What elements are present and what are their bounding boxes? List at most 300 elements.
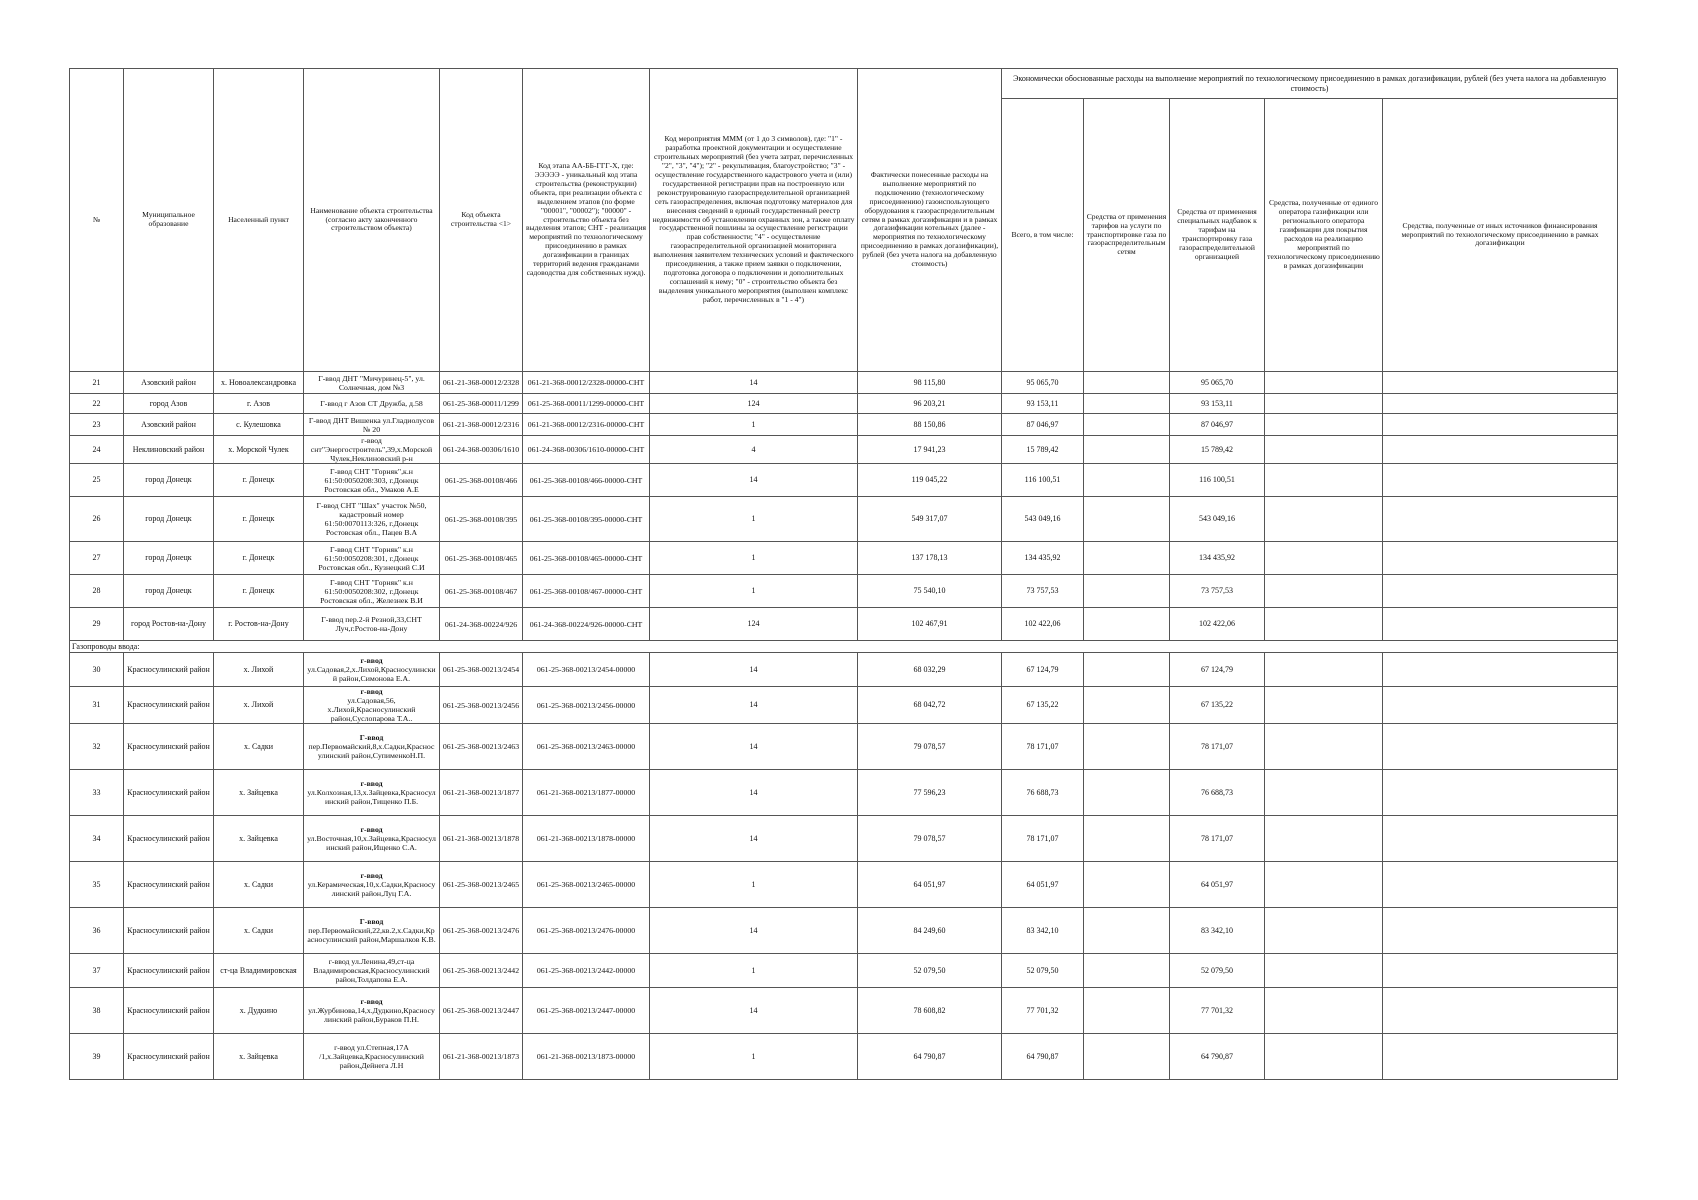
locality-cell: г. Донецк xyxy=(214,497,304,542)
stage-code-cell: 061-25-368-00108/467-00000-СНТ xyxy=(523,575,650,608)
total-cell: 83 342,10 xyxy=(1002,908,1084,954)
stage-code-cell: 061-21-368-00213/1878-00000 xyxy=(523,816,650,862)
object-name-cell xyxy=(304,414,440,436)
col-header-total: Всего, в том числе: xyxy=(1002,99,1084,372)
special-markup-funds-cell: 64 790,87 xyxy=(1170,1034,1265,1080)
table-row xyxy=(70,575,1618,608)
object-name-text: г-ввод ул.Ленина,49,ст-ца Владимировская,Красносулинский район,Толдапова Е.А. xyxy=(313,957,430,984)
stage-code-cell: 061-25-368-00011/1299-00000-СНТ xyxy=(523,394,650,414)
other-funds-cell xyxy=(1383,542,1618,575)
special-markup-funds-cell: 15 789,42 xyxy=(1170,436,1265,464)
object-name-text: Г-ввод СНТ "Горняк",к.н 61:50:0050208:303, г.Донецк Ростовская обл., Умаков А.Е xyxy=(324,466,419,494)
object-name-cell xyxy=(304,542,440,575)
tariff-funds-cell xyxy=(1084,1034,1170,1080)
operator-funds-cell xyxy=(1265,575,1383,608)
operator-funds-cell xyxy=(1265,862,1383,908)
object-name-cell xyxy=(304,608,440,641)
activity-code-cell: 1 xyxy=(650,414,858,436)
other-funds-cell xyxy=(1383,653,1618,687)
object-code-cell: 061-25-368-00213/2476 xyxy=(440,908,523,954)
municipality-cell: Азовский район xyxy=(124,414,214,436)
object-name-text: Г-ввод СНТ "Горняк" к.н 61:50:0050208:302, г.Донецк Ростовская обл., Железнек В.И xyxy=(320,577,423,605)
activity-code-cell: 14 xyxy=(650,770,858,816)
header-row-1 xyxy=(70,69,1618,99)
locality-cell: х. Морской Чулек xyxy=(214,436,304,464)
tariff-funds-cell xyxy=(1084,497,1170,542)
activity-code-cell: 1 xyxy=(650,954,858,988)
special-markup-funds-cell: 134 435,92 xyxy=(1170,542,1265,575)
other-funds-cell xyxy=(1383,687,1618,724)
table-row xyxy=(70,414,1618,436)
operator-funds-cell xyxy=(1265,414,1383,436)
stage-code-cell: 061-21-368-00012/2328-00000-СНТ xyxy=(523,372,650,394)
col-header-tariff-funds: Средства от применения тарифов на услуги по транспортировке газа по газораспределительным сетям xyxy=(1084,99,1170,372)
actual-costs-cell: 549 317,07 xyxy=(858,497,1002,542)
operator-funds-cell xyxy=(1265,497,1383,542)
tariff-funds-cell xyxy=(1084,653,1170,687)
activity-code-cell: 14 xyxy=(650,464,858,497)
row-number: 35 xyxy=(70,862,124,908)
total-cell: 73 757,53 xyxy=(1002,575,1084,608)
actual-costs-cell: 79 078,57 xyxy=(858,724,1002,770)
municipality-cell: Красносулинский район xyxy=(124,862,214,908)
col-header-economic-costs-group: Экономически обоснованные расходы на выполнение мероприятий по технологическому присоединению в рамках догазификации, рублей (без учета налога на добавленную стоимость) xyxy=(1002,69,1618,99)
tariff-funds-cell xyxy=(1084,542,1170,575)
locality-cell: ст-ца Владимировская xyxy=(214,954,304,988)
total-cell: 134 435,92 xyxy=(1002,542,1084,575)
total-cell: 52 079,50 xyxy=(1002,954,1084,988)
table-row xyxy=(70,372,1618,394)
object-code-cell: 061-25-368-00011/1299 xyxy=(440,394,523,414)
other-funds-cell xyxy=(1383,414,1618,436)
operator-funds-cell xyxy=(1265,1034,1383,1080)
row-number: 30 xyxy=(70,653,124,687)
col-header-stage-code: Код этапа АА-ББ-ГГГ-Х, где: ЭЭЭЭЭ - уникальный код этапа строительства (реконструкции) объекта, при реализации объекта с выделением этапов (по форме "00001", "00002"); "00000" - строительство объекта без выделения этапов; СНТ - реализация мероприятий по технологическому присоединению в рамках догазификации в границах территорий ведения гражданами садоводства для собственных нужд). xyxy=(523,69,650,372)
table-row xyxy=(70,542,1618,575)
municipality-cell: Красносулинский район xyxy=(124,988,214,1034)
object-name-cell xyxy=(304,687,440,724)
municipality-cell: Красносулинский район xyxy=(124,653,214,687)
tariff-funds-cell xyxy=(1084,394,1170,414)
stage-code-cell: 061-21-368-00213/1877-00000 xyxy=(523,770,650,816)
locality-cell: х. Дудкино xyxy=(214,988,304,1034)
actual-costs-cell: 119 045,22 xyxy=(858,464,1002,497)
table-row xyxy=(70,816,1618,862)
operator-funds-cell xyxy=(1265,542,1383,575)
municipality-cell: Красносулинский район xyxy=(124,724,214,770)
row-number: 22 xyxy=(70,394,124,414)
operator-funds-cell xyxy=(1265,770,1383,816)
locality-cell: х. Зайцевка xyxy=(214,770,304,816)
stage-code-cell: 061-25-368-00213/2447-00000 xyxy=(523,988,650,1034)
table-row xyxy=(70,1034,1618,1080)
stage-code-cell: 061-21-368-00213/1873-00000 xyxy=(523,1034,650,1080)
object-name-text: Г-ввод СНТ "Шах" участок №50, кадастровый номер 61:50:0070113:326, г.Донецк Ростовская обл., Пацев В.А xyxy=(316,501,427,537)
municipality-cell: город Донецк xyxy=(124,497,214,542)
operator-funds-cell xyxy=(1265,608,1383,641)
object-name-text: г-ввод ул.Степная,17А /1,х.Зайцевка,Красносулинский район,Дейнега Л.Н xyxy=(319,1043,424,1070)
object-code-cell: 061-25-368-00213/2447 xyxy=(440,988,523,1034)
row-number: 31 xyxy=(70,687,124,724)
actual-costs-cell: 96 203,21 xyxy=(858,394,1002,414)
stage-code-cell: 061-24-368-00224/926-00000-СНТ xyxy=(523,608,650,641)
data-sheet xyxy=(69,68,1617,1080)
tariff-funds-cell xyxy=(1084,372,1170,394)
stage-code-cell: 061-25-368-00213/2442-00000 xyxy=(523,954,650,988)
total-cell: 64 790,87 xyxy=(1002,1034,1084,1080)
object-type-label: Г-ввод xyxy=(359,733,384,742)
special-markup-funds-cell: 543 049,16 xyxy=(1170,497,1265,542)
col-header-other-funds: Средства, полученные от иных источников финансирования мероприятий по технологическому присоединению в рамках догазификации xyxy=(1383,99,1618,372)
operator-funds-cell xyxy=(1265,954,1383,988)
object-code-cell: 061-25-368-00213/2442 xyxy=(440,954,523,988)
total-cell: 78 171,07 xyxy=(1002,724,1084,770)
other-funds-cell xyxy=(1383,908,1618,954)
tariff-funds-cell xyxy=(1084,816,1170,862)
locality-cell: г. Донецк xyxy=(214,464,304,497)
object-name-cell xyxy=(304,724,440,770)
total-cell: 76 688,73 xyxy=(1002,770,1084,816)
object-name-cell xyxy=(304,862,440,908)
col-header-special-markup-funds: Средства от применения специальных надбавок к тарифам на транспортировку газа газораспределительной организацией xyxy=(1170,99,1265,372)
activity-code-cell: 14 xyxy=(650,372,858,394)
activity-code-cell: 14 xyxy=(650,908,858,954)
actual-costs-cell: 98 115,80 xyxy=(858,372,1002,394)
activity-code-cell: 1 xyxy=(650,542,858,575)
tariff-funds-cell xyxy=(1084,770,1170,816)
object-name-text: Г-ввод ДНТ Вишенка ул.Гладиолусов № 20 xyxy=(308,415,435,434)
row-number: 34 xyxy=(70,816,124,862)
object-name-cell xyxy=(304,372,440,394)
activity-code-cell: 14 xyxy=(650,816,858,862)
activity-code-cell: 14 xyxy=(650,724,858,770)
row-number: 39 xyxy=(70,1034,124,1080)
actual-costs-cell: 68 042,72 xyxy=(858,687,1002,724)
object-type-label: г-ввод xyxy=(360,656,383,665)
stage-code-cell: 061-25-368-00213/2454-00000 xyxy=(523,653,650,687)
municipality-cell: город Ростов-на-Дону xyxy=(124,608,214,641)
object-name-cell xyxy=(304,394,440,414)
special-markup-funds-cell: 93 153,11 xyxy=(1170,394,1265,414)
row-number: 21 xyxy=(70,372,124,394)
activity-code-cell: 124 xyxy=(650,394,858,414)
activity-code-cell: 124 xyxy=(650,608,858,641)
activity-code-cell: 14 xyxy=(650,988,858,1034)
actual-costs-cell: 137 178,13 xyxy=(858,542,1002,575)
object-name-text: Г-ввод СНТ "Горняк" к.н 61:50:0050208:301, г.Донецк Ростовская обл., Кузнецкий С.И xyxy=(318,544,425,572)
table-body xyxy=(70,372,1618,1080)
municipality-cell: Красносулинский район xyxy=(124,1034,214,1080)
locality-cell: г. Донецк xyxy=(214,575,304,608)
operator-funds-cell xyxy=(1265,464,1383,497)
total-cell: 67 135,22 xyxy=(1002,687,1084,724)
total-cell: 93 153,11 xyxy=(1002,394,1084,414)
other-funds-cell xyxy=(1383,608,1618,641)
object-code-cell: 061-25-368-00108/466 xyxy=(440,464,523,497)
row-number: 28 xyxy=(70,575,124,608)
total-cell: 95 065,70 xyxy=(1002,372,1084,394)
municipality-cell: город Донецк xyxy=(124,464,214,497)
special-markup-funds-cell: 52 079,50 xyxy=(1170,954,1265,988)
actual-costs-cell: 68 032,29 xyxy=(858,653,1002,687)
special-markup-funds-cell: 78 171,07 xyxy=(1170,816,1265,862)
object-name-text: ул.Садовая,56, х.Лихой,Красносулинский район,Суслопарова Т.А.. xyxy=(327,696,416,723)
col-header-locality: Населенный пункт xyxy=(214,69,304,372)
other-funds-cell xyxy=(1383,497,1618,542)
table-row xyxy=(70,770,1618,816)
total-cell: 15 789,42 xyxy=(1002,436,1084,464)
actual-costs-cell: 88 150,86 xyxy=(858,414,1002,436)
object-name-text: ул.Садовая,2,х.Лихой,Красносулинский район,Симонова Е.А. xyxy=(307,665,436,683)
tariff-funds-cell xyxy=(1084,436,1170,464)
object-code-cell: 061-25-368-00213/2465 xyxy=(440,862,523,908)
stage-code-cell: 061-24-368-00306/1610-00000-СНТ xyxy=(523,436,650,464)
tariff-funds-cell xyxy=(1084,414,1170,436)
row-number: 33 xyxy=(70,770,124,816)
object-code-cell: 061-25-368-00213/2454 xyxy=(440,653,523,687)
operator-funds-cell xyxy=(1265,687,1383,724)
object-name-cell xyxy=(304,1034,440,1080)
special-markup-funds-cell: 78 171,07 xyxy=(1170,724,1265,770)
row-number: 26 xyxy=(70,497,124,542)
tariff-funds-cell xyxy=(1084,988,1170,1034)
total-cell: 64 051,97 xyxy=(1002,862,1084,908)
special-markup-funds-cell: 95 065,70 xyxy=(1170,372,1265,394)
stage-code-cell: 061-25-368-00108/466-00000-СНТ xyxy=(523,464,650,497)
row-number: 23 xyxy=(70,414,124,436)
special-markup-funds-cell: 73 757,53 xyxy=(1170,575,1265,608)
locality-cell: г. Ростов-на-Дону xyxy=(214,608,304,641)
locality-cell: г. Донецк xyxy=(214,542,304,575)
table-row xyxy=(70,687,1618,724)
operator-funds-cell xyxy=(1265,653,1383,687)
object-name-text: пер.Первомайский,22,кв.2,х.Садки,Красносулинский район,Маршалков К.В. xyxy=(307,926,436,944)
other-funds-cell xyxy=(1383,1034,1618,1080)
row-number: 25 xyxy=(70,464,124,497)
object-name-cell xyxy=(304,770,440,816)
total-cell: 102 422,06 xyxy=(1002,608,1084,641)
object-code-cell: 061-24-368-00224/926 xyxy=(440,608,523,641)
tariff-funds-cell xyxy=(1084,608,1170,641)
locality-cell: г. Азов xyxy=(214,394,304,414)
special-markup-funds-cell: 116 100,51 xyxy=(1170,464,1265,497)
other-funds-cell xyxy=(1383,862,1618,908)
municipality-cell: город Донецк xyxy=(124,575,214,608)
col-header-object-code: Код объекта строительства <1> xyxy=(440,69,523,372)
object-code-cell: 061-25-368-00213/2463 xyxy=(440,724,523,770)
object-code-cell: 061-24-368-00306/1610 xyxy=(440,436,523,464)
object-type-label: г-ввод xyxy=(360,825,383,834)
object-type-label: г-ввод xyxy=(360,997,383,1006)
stage-code-cell: 061-21-368-00012/2316-00000-СНТ xyxy=(523,414,650,436)
locality-cell: х. Садки xyxy=(214,724,304,770)
section-label: Газопроводы ввода: xyxy=(70,641,1618,653)
operator-funds-cell xyxy=(1265,816,1383,862)
table-row xyxy=(70,497,1618,542)
table-row xyxy=(70,862,1618,908)
object-code-cell: 061-25-368-00213/2456 xyxy=(440,687,523,724)
row-number: 29 xyxy=(70,608,124,641)
table-row xyxy=(70,988,1618,1034)
municipality-cell: Неклиновский район xyxy=(124,436,214,464)
activity-code-cell: 4 xyxy=(650,436,858,464)
table-row xyxy=(70,436,1618,464)
municipality-cell: город Азов xyxy=(124,394,214,414)
object-code-cell: 061-21-368-00213/1873 xyxy=(440,1034,523,1080)
object-type-label: Г-ввод xyxy=(359,917,384,926)
total-cell: 78 171,07 xyxy=(1002,816,1084,862)
actual-costs-cell: 84 249,60 xyxy=(858,908,1002,954)
municipality-cell: Красносулинский район xyxy=(124,687,214,724)
tariff-funds-cell xyxy=(1084,954,1170,988)
other-funds-cell xyxy=(1383,436,1618,464)
tariff-funds-cell xyxy=(1084,724,1170,770)
other-funds-cell xyxy=(1383,954,1618,988)
special-markup-funds-cell: 67 135,22 xyxy=(1170,687,1265,724)
activity-code-cell: 14 xyxy=(650,687,858,724)
stage-code-cell: 061-25-368-00213/2476-00000 xyxy=(523,908,650,954)
tariff-funds-cell xyxy=(1084,862,1170,908)
object-name-text: Г-ввод ДНТ "Мичуринец-5", ул. Солнечная, дом №3 xyxy=(318,373,425,392)
object-name-text: ул.Журбинова,14,х.Дудкино,Красносулинский район,Бураков П.Н. xyxy=(308,1006,435,1024)
row-number: 36 xyxy=(70,908,124,954)
operator-funds-cell xyxy=(1265,908,1383,954)
object-name-cell xyxy=(304,497,440,542)
locality-cell: х. Новоалександровка xyxy=(214,372,304,394)
actual-costs-cell: 79 078,57 xyxy=(858,816,1002,862)
locality-cell: х. Зайцевка xyxy=(214,1034,304,1080)
row-number: 24 xyxy=(70,436,124,464)
col-header-actual-costs: Фактически понесенные расходы на выполнение мероприятий по подключению (технологическому присоединению) газоиспользующего оборудования к газораспределительным сетям в рамках догазификации и в рамках догазификации котельных (далее - мероприятия по технологическому присоединению в рамках догазификации), рублей (без учета налога на добавленную стоимость) xyxy=(858,69,1002,372)
table-row xyxy=(70,653,1618,687)
locality-cell: х. Садки xyxy=(214,862,304,908)
operator-funds-cell xyxy=(1265,988,1383,1034)
other-funds-cell xyxy=(1383,575,1618,608)
object-code-cell: 061-21-368-00213/1877 xyxy=(440,770,523,816)
stage-code-cell: 061-25-368-00213/2463-00000 xyxy=(523,724,650,770)
object-name-cell xyxy=(304,908,440,954)
object-code-cell: 061-21-368-00012/2316 xyxy=(440,414,523,436)
row-number: 38 xyxy=(70,988,124,1034)
special-markup-funds-cell: 64 051,97 xyxy=(1170,862,1265,908)
row-number: 27 xyxy=(70,542,124,575)
activity-code-cell: 1 xyxy=(650,575,858,608)
table-row xyxy=(70,954,1618,988)
municipality-cell: город Донецк xyxy=(124,542,214,575)
special-markup-funds-cell: 67 124,79 xyxy=(1170,653,1265,687)
municipality-cell: Красносулинский район xyxy=(124,954,214,988)
object-name-text: г-ввод снт"Энергостроитель",39,х.Морской Чулек,Неклиновский р-н xyxy=(310,436,433,463)
locality-cell: х. Садки xyxy=(214,908,304,954)
other-funds-cell xyxy=(1383,464,1618,497)
object-name-cell xyxy=(304,436,440,464)
actual-costs-cell: 52 079,50 xyxy=(858,954,1002,988)
object-name-text: Г-ввод г Азов СТ Дружба, д.58 xyxy=(320,399,423,408)
tariff-funds-cell xyxy=(1084,575,1170,608)
object-code-cell: 061-21-368-00012/2328 xyxy=(440,372,523,394)
activity-code-cell: 1 xyxy=(650,497,858,542)
object-name-cell xyxy=(304,575,440,608)
object-name-text: ул.Керамическая,10,х.Садки,Красносулинский район,Луц Г.А. xyxy=(307,880,436,898)
total-cell: 77 701,32 xyxy=(1002,988,1084,1034)
table-row xyxy=(70,724,1618,770)
actual-costs-cell: 75 540,10 xyxy=(858,575,1002,608)
object-type-label: г-ввод xyxy=(360,871,383,880)
operator-funds-cell xyxy=(1265,724,1383,770)
row-number: 32 xyxy=(70,724,124,770)
total-cell: 543 049,16 xyxy=(1002,497,1084,542)
municipality-cell: Красносулинский район xyxy=(124,770,214,816)
object-name-cell xyxy=(304,988,440,1034)
locality-cell: х. Зайцевка xyxy=(214,816,304,862)
municipality-cell: Красносулинский район xyxy=(124,908,214,954)
object-name-text: ул.Колхозная,13,х.Зайцевка,Красносулинский район,Тищенко П.Б. xyxy=(307,788,436,806)
total-cell: 87 046,97 xyxy=(1002,414,1084,436)
stage-code-cell: 061-25-368-00213/2456-00000 xyxy=(523,687,650,724)
object-name-text: Г-ввод пер.2-й Резной,33,СНТ Луч,г.Ростов-на-Дону xyxy=(321,615,422,633)
activity-code-cell: 1 xyxy=(650,862,858,908)
col-header-object-name: Наименование объекта строительства (согласно акту законченного строительством объекта) xyxy=(304,69,440,372)
actual-costs-cell: 78 608,82 xyxy=(858,988,1002,1034)
other-funds-cell xyxy=(1383,372,1618,394)
actual-costs-cell: 102 467,91 xyxy=(858,608,1002,641)
object-code-cell: 061-25-368-00108/465 xyxy=(440,542,523,575)
dogasification-costs-table xyxy=(69,68,1618,1080)
municipality-cell: Азовский район xyxy=(124,372,214,394)
other-funds-cell xyxy=(1383,724,1618,770)
section-row xyxy=(70,641,1618,653)
col-header-activity-code: Код мероприятия ММM (от 1 до 3 символов), где: "1" - разработка проектной документации и осуществление строительных мероприятий (без учета затрат, перечисленных "2", "3", "4"); "2" - рекультивация, благоустройство; "3" - осуществление государственного кадастрового учета и (или) государственной регистрации прав на построенную или реконструированную газораспределительной организацией сеть газораспределения, включая подготовку материалов для внесения сведений в единый государственный реестр недвижимости об установлении охранных зон, а также оплату государственной пошлины за осуществление регистрации прав собственности; "4" - осуществление газораспределительной организацией мониторинга выполнения заявителем технических условий и фактического присоединения, а также прием заявки о подключении, подготовка договора о подключении и дополнительных соглашений к нему; "0" - строительство объекта без выделения уникального мероприятия (выполнен комплекс работ, перечисленных в "1 - 4") xyxy=(650,69,858,372)
special-markup-funds-cell: 102 422,06 xyxy=(1170,608,1265,641)
object-code-cell: 061-21-368-00213/1878 xyxy=(440,816,523,862)
other-funds-cell xyxy=(1383,770,1618,816)
operator-funds-cell xyxy=(1265,394,1383,414)
locality-cell: х. Лихой xyxy=(214,653,304,687)
object-name-cell xyxy=(304,464,440,497)
activity-code-cell: 14 xyxy=(650,653,858,687)
special-markup-funds-cell: 83 342,10 xyxy=(1170,908,1265,954)
col-header-municipality: Муниципальное образование xyxy=(124,69,214,372)
operator-funds-cell xyxy=(1265,436,1383,464)
locality-cell: с. Кулешовка xyxy=(214,414,304,436)
table-row xyxy=(70,464,1618,497)
other-funds-cell xyxy=(1383,394,1618,414)
tariff-funds-cell xyxy=(1084,687,1170,724)
object-name-cell xyxy=(304,653,440,687)
total-cell: 116 100,51 xyxy=(1002,464,1084,497)
object-code-cell: 061-25-368-00108/395 xyxy=(440,497,523,542)
actual-costs-cell: 17 941,23 xyxy=(858,436,1002,464)
other-funds-cell xyxy=(1383,816,1618,862)
table-row xyxy=(70,608,1618,641)
tariff-funds-cell xyxy=(1084,908,1170,954)
row-number: 37 xyxy=(70,954,124,988)
actual-costs-cell: 64 051,97 xyxy=(858,862,1002,908)
activity-code-cell: 1 xyxy=(650,1034,858,1080)
stage-code-cell: 061-25-368-00108/395-00000-СНТ xyxy=(523,497,650,542)
actual-costs-cell: 77 596,23 xyxy=(858,770,1002,816)
operator-funds-cell xyxy=(1265,372,1383,394)
special-markup-funds-cell: 87 046,97 xyxy=(1170,414,1265,436)
stage-code-cell: 061-25-368-00108/465-00000-СНТ xyxy=(523,542,650,575)
col-header-no: № xyxy=(70,69,124,372)
object-name-cell xyxy=(304,954,440,988)
object-type-label: г-ввод xyxy=(360,779,383,788)
object-name-cell xyxy=(304,816,440,862)
table-row xyxy=(70,908,1618,954)
locality-cell: х. Лихой xyxy=(214,687,304,724)
special-markup-funds-cell: 76 688,73 xyxy=(1170,770,1265,816)
